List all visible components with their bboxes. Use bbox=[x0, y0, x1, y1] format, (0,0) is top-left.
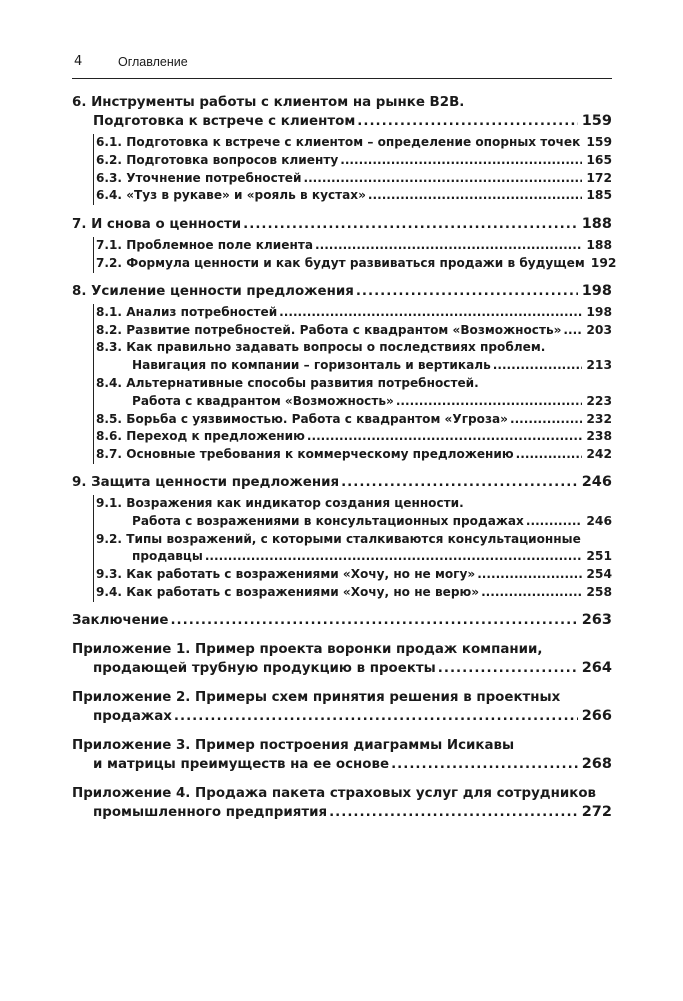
toc-chapter-line bbox=[72, 736, 612, 755]
toc-page-number: 192 bbox=[590, 255, 617, 270]
dot-leader bbox=[438, 659, 578, 678]
toc-subsection-line bbox=[96, 495, 612, 513]
dot-leader bbox=[396, 393, 583, 411]
toc-subsection-line bbox=[96, 322, 612, 340]
toc-chapter-line bbox=[72, 282, 612, 301]
toc-chapter-title: 8. Усиление ценности предложения bbox=[72, 283, 354, 299]
toc-page-number: 272 bbox=[581, 803, 612, 820]
running-title: Оглавление bbox=[118, 55, 188, 69]
toc-chapter-line bbox=[72, 611, 612, 630]
toc-subsection-title: 9.4. Как работать с возражениями «Хочу, но не верю» bbox=[96, 584, 480, 599]
toc-subsection-title: 8.2. Развитие потребностей. Работа с квадрантом «Возможность» bbox=[96, 322, 562, 337]
toc-subsection-title: 9.2. Типы возражений, с которыми сталкиваются консультационные bbox=[96, 531, 581, 546]
table-of-contents bbox=[72, 93, 617, 822]
toc-subsection bbox=[96, 446, 612, 464]
toc-chapter-line bbox=[72, 112, 612, 131]
toc-subsection-line bbox=[96, 152, 612, 170]
toc-page-number: 263 bbox=[581, 611, 612, 628]
dot-leader bbox=[368, 187, 582, 205]
toc-page-number: 264 bbox=[581, 659, 612, 676]
toc-page-number: 238 bbox=[586, 429, 612, 444]
toc-subsection-title: 9.1. Возражения как индикатор создания ценности. bbox=[96, 495, 464, 510]
toc-subsection bbox=[96, 428, 612, 446]
toc-chapter bbox=[72, 688, 612, 726]
toc-chapter bbox=[72, 784, 612, 822]
toc-subsection-line bbox=[96, 428, 612, 446]
toc-subsection-title: 7.2. Формула ценности и как будут развиваться продажи в будущем bbox=[96, 255, 585, 270]
toc-subsection-line bbox=[96, 357, 612, 375]
toc-subsections bbox=[93, 237, 617, 273]
toc-page-number: 258 bbox=[586, 584, 612, 599]
page-number: 4 bbox=[74, 54, 83, 69]
toc-subsection bbox=[96, 134, 612, 152]
toc-subsection-title: 6.4. «Туз в рукаве» и «рояль в кустах» bbox=[96, 188, 366, 203]
dot-leader bbox=[340, 152, 582, 170]
toc-subsection bbox=[96, 375, 612, 411]
toc-chapter-title: 9. Защита ценности предложения bbox=[72, 474, 340, 490]
toc-chapter-title: Приложение 2. Примеры схем принятия решения в проектных bbox=[72, 689, 561, 705]
toc-subsection-title: Работа с возражениями в консультационных продажах bbox=[132, 513, 524, 528]
toc-chapter bbox=[72, 473, 612, 602]
dot-leader bbox=[526, 513, 582, 531]
toc-subsection bbox=[96, 566, 612, 584]
toc-chapter-title: продающей трубную продукцию в проекты bbox=[93, 660, 436, 676]
toc-subsections bbox=[93, 134, 612, 205]
toc-subsection bbox=[96, 531, 612, 567]
toc-chapter-title: Приложение 1. Пример проекта воронки продаж компании, bbox=[72, 641, 543, 657]
toc-subsection bbox=[96, 255, 617, 273]
toc-chapter-title: Приложение 3. Пример построения диаграммы Исикавы bbox=[72, 737, 515, 753]
toc-subsection-title: 8.7. Основные требования к коммерческому предложению bbox=[96, 447, 514, 462]
toc-subsection bbox=[96, 339, 612, 375]
toc-chapter-title: промышленного предприятия bbox=[93, 804, 328, 820]
toc-chapter-line bbox=[72, 215, 612, 234]
toc-subsection bbox=[96, 584, 612, 602]
toc-page-number: 246 bbox=[586, 513, 612, 528]
dot-leader bbox=[481, 584, 582, 602]
toc-page-number: 172 bbox=[586, 170, 612, 185]
toc-subsection-title: 7.1. Проблемное поле клиента bbox=[96, 238, 313, 253]
toc-subsection-line bbox=[96, 134, 612, 152]
toc-subsection-line bbox=[96, 393, 612, 411]
toc-chapter-title: и матрицы преимуществ на ее основе bbox=[93, 756, 390, 772]
toc-page-number: 266 bbox=[581, 707, 612, 724]
dot-leader bbox=[315, 237, 582, 255]
toc-subsection-title: 8.3. Как правильно задавать вопросы о последствиях проблем. bbox=[96, 340, 546, 355]
dot-leader bbox=[510, 411, 582, 429]
dot-leader bbox=[516, 446, 583, 464]
toc-subsection-line bbox=[96, 411, 612, 429]
dot-leader bbox=[307, 428, 582, 446]
toc-chapter-title: Подготовка к встрече с клиентом bbox=[93, 114, 356, 129]
dot-leader bbox=[477, 566, 582, 584]
dot-leader bbox=[174, 707, 578, 726]
toc-chapter-line bbox=[72, 640, 612, 659]
toc-page-number: 198 bbox=[581, 282, 612, 299]
toc-subsection bbox=[96, 170, 612, 188]
toc-subsection bbox=[96, 322, 612, 340]
toc-subsection-title: 6.1. Подготовка к встрече с клиентом – определение опорных точек bbox=[96, 135, 581, 149]
toc-subsection-line bbox=[96, 566, 612, 584]
dot-leader bbox=[279, 304, 582, 322]
toc-page-number: 232 bbox=[586, 411, 612, 426]
dot-leader bbox=[356, 282, 578, 301]
toc-chapter-line bbox=[72, 755, 612, 774]
toc-subsection-line bbox=[96, 170, 612, 188]
toc-subsection bbox=[96, 152, 612, 170]
toc-subsection-line bbox=[96, 187, 612, 205]
toc-page-number: 251 bbox=[586, 549, 612, 564]
toc-chapter-title: 6. Инструменты работы с клиентом на рынке B2B. bbox=[72, 95, 465, 110]
toc-page-number: 203 bbox=[586, 322, 612, 337]
toc-chapter-line bbox=[72, 93, 612, 112]
toc-page-number: 242 bbox=[586, 447, 612, 462]
toc-page-number: 185 bbox=[586, 188, 612, 203]
dot-leader bbox=[341, 473, 578, 492]
toc-subsection-line bbox=[96, 255, 617, 273]
toc-page-number: 213 bbox=[586, 358, 612, 373]
toc-page-number: 159 bbox=[586, 135, 613, 149]
toc-subsection-title: 6.3. Уточнение потребностей bbox=[96, 170, 302, 185]
toc-subsections bbox=[93, 495, 612, 602]
toc-chapter bbox=[72, 282, 612, 464]
toc-subsection-title: 8.5. Борьба с уязвимостью. Работа с квадрантом «Угроза» bbox=[96, 411, 508, 426]
toc-chapter-line bbox=[72, 688, 612, 707]
toc-page-number: 223 bbox=[586, 393, 612, 408]
toc-chapter bbox=[72, 611, 612, 630]
toc-subsection bbox=[96, 495, 612, 531]
toc-page-number: 188 bbox=[586, 238, 612, 253]
toc-page-number: 159 bbox=[581, 113, 612, 129]
dot-leader bbox=[243, 215, 578, 234]
toc-subsection-title: продавцы bbox=[132, 549, 203, 564]
toc-page-number: 254 bbox=[586, 567, 612, 582]
toc-chapter-title: продажах bbox=[93, 708, 172, 724]
dot-leader bbox=[170, 611, 577, 630]
toc-page-number: 246 bbox=[581, 473, 612, 490]
toc-chapter-title: Заключение bbox=[72, 612, 169, 628]
toc-subsection-title: 8.6. Переход к предложению bbox=[96, 429, 305, 444]
dot-leader bbox=[391, 755, 578, 774]
toc-chapter-line bbox=[72, 784, 612, 803]
toc-subsection-title: 8.1. Анализ потребностей bbox=[96, 304, 278, 319]
toc-chapter bbox=[72, 93, 612, 205]
toc-chapter-line bbox=[72, 707, 612, 726]
toc-page-number: 165 bbox=[586, 152, 612, 167]
toc-subsection bbox=[96, 187, 612, 205]
toc-subsection bbox=[96, 237, 612, 255]
dot-leader bbox=[303, 170, 582, 188]
dot-leader bbox=[205, 548, 583, 566]
running-header bbox=[72, 52, 612, 79]
toc-subsection-line bbox=[96, 548, 612, 566]
toc-chapter-title: 7. И снова о ценности bbox=[72, 217, 242, 233]
toc-subsection-line bbox=[96, 237, 612, 255]
toc-chapter bbox=[72, 640, 612, 678]
toc-chapter-line bbox=[72, 659, 612, 678]
dot-leader bbox=[329, 803, 578, 822]
dot-leader bbox=[563, 322, 582, 340]
toc-chapter-line bbox=[72, 473, 612, 492]
toc-subsection-line bbox=[96, 531, 612, 549]
toc-chapter bbox=[72, 736, 612, 774]
toc-subsection-title: 9.3. Как работать с возражениями «Хочу, но не могу» bbox=[96, 567, 476, 582]
toc-subsection-line bbox=[96, 304, 612, 322]
toc-subsection-line bbox=[96, 584, 612, 602]
toc-subsection-title: 6.2. Подготовка вопросов клиенту bbox=[96, 152, 339, 167]
toc-subsection-line bbox=[96, 339, 612, 357]
toc-subsection-title: Навигация по компании – горизонталь и вертикаль bbox=[132, 358, 491, 373]
toc-subsection-line bbox=[96, 513, 612, 531]
dot-leader bbox=[493, 357, 583, 375]
toc-page-number: 198 bbox=[586, 304, 612, 319]
toc-subsection bbox=[96, 304, 612, 322]
toc-chapter-line bbox=[72, 803, 612, 822]
toc-subsection bbox=[96, 411, 612, 429]
dot-leader bbox=[357, 112, 577, 131]
toc-subsection-line bbox=[96, 446, 612, 464]
toc-page-number: 188 bbox=[581, 216, 612, 233]
toc-subsections bbox=[93, 304, 612, 464]
toc-chapter bbox=[72, 215, 617, 273]
toc-subsection-title: Работа с квадрантом «Возможность» bbox=[132, 393, 394, 408]
toc-subsection-line bbox=[96, 375, 612, 393]
toc-subsection-title: 8.4. Альтернативные способы развития потребностей. bbox=[96, 375, 479, 390]
toc-page-number: 268 bbox=[581, 755, 612, 772]
toc-chapter-title: Приложение 4. Продажа пакета страховых услуг для сотрудников bbox=[72, 785, 597, 801]
